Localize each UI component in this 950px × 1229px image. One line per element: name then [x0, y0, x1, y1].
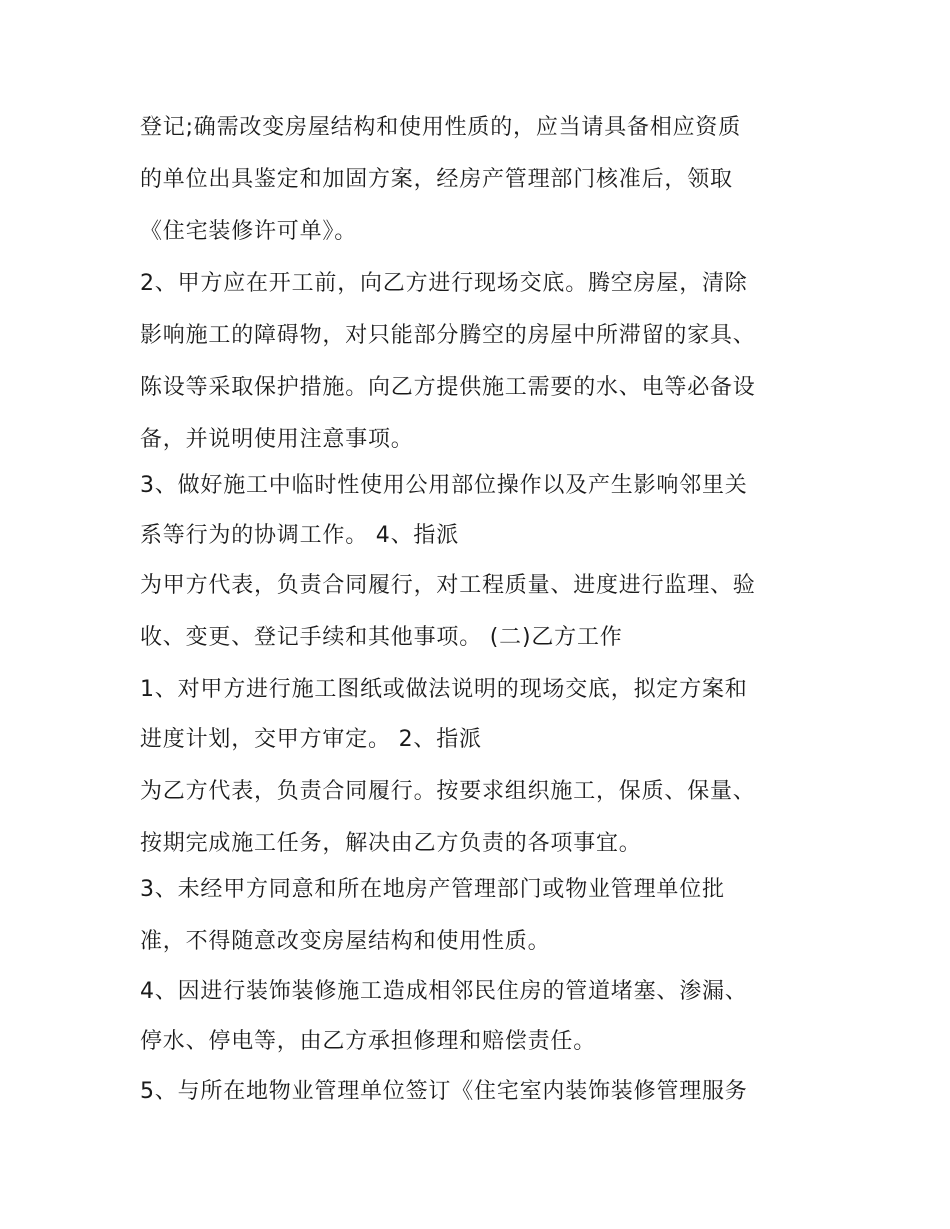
text-line: 《住宅装修许可单》。: [140, 219, 358, 244]
text-line: 系等行为的协调工作。 4、指派: [140, 523, 459, 548]
text-line: 为乙方代表，负责合同履行。按要求组织施工，保质、保量、: [140, 779, 756, 804]
text-line: 陈设等采取保护措施。向乙方提供施工需要的水、电等必备设: [140, 375, 756, 400]
text-line: 2、甲方应在开工前，向乙方进行现场交底。腾空房屋，清除: [140, 271, 748, 296]
text-line: 进度计划，交甲方审定。 2、指派: [140, 727, 482, 752]
text-line: 按期完成施工任务，解决由乙方负责的各项事宜。: [140, 831, 642, 856]
text-line: 5、与所在地物业管理单位签订《住宅室内装饰装修管理服务: [140, 1079, 748, 1104]
text-line: 准，不得随意改变房屋结构和使用性质。: [140, 929, 551, 954]
text-line: 为甲方代表，负责合同履行，对工程质量、进度进行监理、验: [140, 573, 756, 598]
text-line: 停水、停电等，由乙方承担修理和赔偿责任。: [140, 1029, 597, 1054]
text-line: 登记;确需改变房屋结构和使用性质的，应当请具备相应资质: [140, 115, 742, 140]
text-line: 备，并说明使用注意事项。: [140, 427, 414, 452]
text-line: 影响施工的障碍物，对只能部分腾空的房屋中所滞留的家具、: [140, 323, 756, 348]
text-line: 的单位出具鉴定和加固方案，经房产管理部门核准后，领取: [140, 167, 733, 192]
text-line: 3、未经甲方同意和所在地房产管理部门或物业管理单位批: [140, 877, 725, 902]
text-line: 4、因进行装饰装修施工造成相邻民住房的管道堵塞、渗漏、: [140, 979, 748, 1004]
text-line: 1、对甲方进行施工图纸或做法说明的现场交底，拟定方案和: [140, 677, 748, 702]
text-line: 收、变更、登记手续和其他事项。 (二)乙方工作: [140, 625, 623, 650]
text-line: 3、做好施工中临时性使用公用部位操作以及产生影响邻里关: [140, 473, 748, 498]
